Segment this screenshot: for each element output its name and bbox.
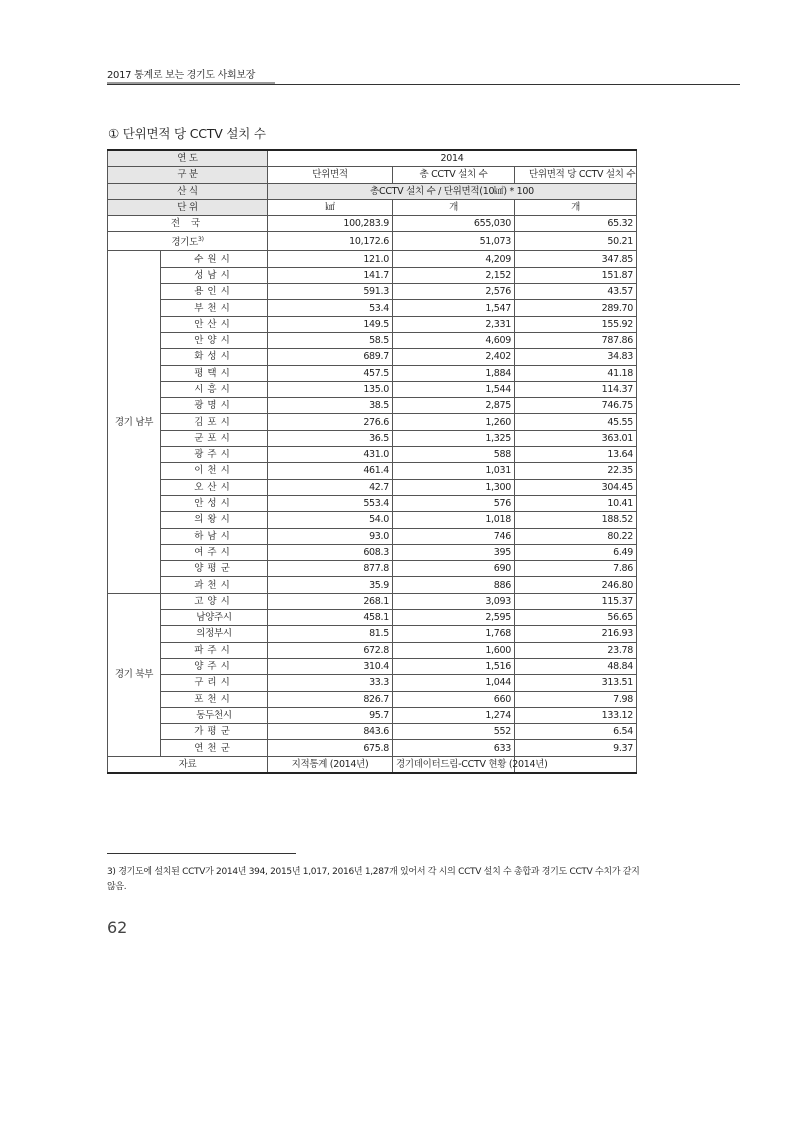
table-row — [108, 495, 637, 511]
city-per-area: 114.37 — [515, 381, 637, 397]
col-header-cctv: 총 CCTV 설치 수 — [393, 167, 515, 183]
table-row — [108, 707, 637, 723]
city-area: 81.5 — [268, 626, 393, 642]
city-cctv: 1,300 — [393, 479, 515, 495]
table-row — [108, 561, 637, 577]
table-row — [108, 691, 637, 707]
city-name: 과천시 — [161, 577, 268, 593]
city-cctv: 2,331 — [393, 316, 515, 332]
city-per-area: 787.86 — [515, 332, 637, 348]
city-area: 826.7 — [268, 691, 393, 707]
national-row — [108, 216, 637, 232]
city-cctv: 1,274 — [393, 707, 515, 723]
city-per-area: 48.84 — [515, 658, 637, 674]
city-per-area: 6.49 — [515, 544, 637, 560]
city-cctv: 2,402 — [393, 349, 515, 365]
city-per-area: 304.45 — [515, 479, 637, 495]
city-per-area: 41.18 — [515, 365, 637, 381]
city-cctv: 576 — [393, 495, 515, 511]
table-row — [108, 577, 637, 593]
city-name: 포천시 — [161, 691, 268, 707]
source-label: 자료 — [108, 756, 268, 773]
city-cctv: 1,544 — [393, 381, 515, 397]
city-name: 평택시 — [161, 365, 268, 381]
city-name: 용인시 — [161, 284, 268, 300]
city-name: 수원시 — [161, 251, 268, 267]
city-name: 안산시 — [161, 316, 268, 332]
city-per-area: 7.98 — [515, 691, 637, 707]
table-row — [108, 610, 637, 626]
city-name: 의정부시 — [161, 626, 268, 642]
city-area: 38.5 — [268, 398, 393, 414]
unit-cctv: 개 — [393, 199, 515, 215]
city-cctv: 4,209 — [393, 251, 515, 267]
city-area: 310.4 — [268, 658, 393, 674]
city-area: 42.7 — [268, 479, 393, 495]
north-group-label: 경기 북부 — [108, 593, 161, 756]
city-per-area: 313.51 — [515, 675, 637, 691]
section-title: ① 단위면적 당 CCTV 설치 수 — [108, 126, 266, 141]
city-per-area: 34.83 — [515, 349, 637, 365]
city-cctv: 1,260 — [393, 414, 515, 430]
city-per-area: 56.65 — [515, 610, 637, 626]
city-area: 135.0 — [268, 381, 393, 397]
city-name: 양주시 — [161, 658, 268, 674]
city-per-area: 133.12 — [515, 707, 637, 723]
city-per-area: 347.85 — [515, 251, 637, 267]
city-per-area: 115.37 — [515, 593, 637, 609]
city-per-area: 9.37 — [515, 740, 637, 756]
city-per-area: 246.80 — [515, 577, 637, 593]
province-area: 10,172.6 — [268, 232, 393, 251]
year-value: 2014 — [268, 150, 637, 167]
col-header-per-area: 단위면적 당 CCTV 설치 수 — [515, 167, 637, 183]
city-name: 연천군 — [161, 740, 268, 756]
city-area: 268.1 — [268, 593, 393, 609]
city-area: 95.7 — [268, 707, 393, 723]
city-name: 군포시 — [161, 430, 268, 446]
city-name: 오산시 — [161, 479, 268, 495]
province-cctv: 51,073 — [393, 232, 515, 251]
city-name: 파주시 — [161, 642, 268, 658]
footnote-rule — [107, 853, 296, 854]
table-row — [108, 740, 637, 756]
unit-per-area: 개 — [515, 199, 637, 215]
table-row — [108, 381, 637, 397]
cctv-table — [107, 149, 637, 774]
source-area: 지적통계 (2014년) — [268, 756, 393, 773]
city-cctv: 746 — [393, 528, 515, 544]
table-row — [108, 463, 637, 479]
table-row — [108, 414, 637, 430]
city-cctv: 1,768 — [393, 626, 515, 642]
city-area: 461.4 — [268, 463, 393, 479]
city-per-area: 23.78 — [515, 642, 637, 658]
city-cctv: 4,609 — [393, 332, 515, 348]
city-cctv: 395 — [393, 544, 515, 560]
city-area: 58.5 — [268, 332, 393, 348]
city-area: 121.0 — [268, 251, 393, 267]
city-cctv: 552 — [393, 724, 515, 740]
category-label: 구 분 — [108, 167, 268, 183]
table-row — [108, 267, 637, 283]
city-per-area: 155.92 — [515, 316, 637, 332]
source-row — [108, 756, 637, 773]
city-per-area: 7.86 — [515, 561, 637, 577]
city-cctv: 1,031 — [393, 463, 515, 479]
table-row — [108, 512, 637, 528]
city-area: 675.8 — [268, 740, 393, 756]
table-row — [108, 544, 637, 560]
national-name: 전 국 — [108, 216, 268, 232]
city-per-area: 216.93 — [515, 626, 637, 642]
city-name: 여주시 — [161, 544, 268, 560]
city-name: 화성시 — [161, 349, 268, 365]
source-cctv: 경기데이터드림-CCTV 현황 (2014년) — [393, 756, 515, 773]
running-header: 2017 통계로 보는 경기도 사회보장 — [107, 70, 256, 81]
city-cctv: 1,516 — [393, 658, 515, 674]
city-area: 843.6 — [268, 724, 393, 740]
city-name: 이천시 — [161, 463, 268, 479]
footnote-ref: 3) — [198, 236, 204, 244]
city-area: 33.3 — [268, 675, 393, 691]
city-area: 141.7 — [268, 267, 393, 283]
col-header-area: 단위면적 — [268, 167, 393, 183]
city-area: 608.3 — [268, 544, 393, 560]
city-area: 689.7 — [268, 349, 393, 365]
year-label: 연 도 — [108, 150, 268, 167]
table-row — [108, 349, 637, 365]
city-cctv: 1,884 — [393, 365, 515, 381]
city-name: 시흥시 — [161, 381, 268, 397]
table-row — [108, 284, 637, 300]
table-row — [108, 675, 637, 691]
table-row — [108, 251, 637, 267]
formula-value: 총CCTV 설치 수 / 단위면적(10㎢) * 100 — [268, 183, 637, 199]
city-name: 가평군 — [161, 724, 268, 740]
unit-area: ㎢ — [268, 199, 393, 215]
city-per-area: 45.55 — [515, 414, 637, 430]
city-name: 김포시 — [161, 414, 268, 430]
city-cctv: 1,044 — [393, 675, 515, 691]
city-area: 458.1 — [268, 610, 393, 626]
city-name: 동두천시 — [161, 707, 268, 723]
city-cctv: 1,325 — [393, 430, 515, 446]
city-cctv: 2,576 — [393, 284, 515, 300]
city-area: 35.9 — [268, 577, 393, 593]
city-area: 431.0 — [268, 447, 393, 463]
city-cctv: 886 — [393, 577, 515, 593]
table-row — [108, 658, 637, 674]
table-row — [108, 398, 637, 414]
table-row — [108, 626, 637, 642]
page-number: 62 — [107, 918, 128, 937]
city-per-area: 10.41 — [515, 495, 637, 511]
city-name: 안성시 — [161, 495, 268, 511]
city-name: 부천시 — [161, 300, 268, 316]
table-row — [108, 332, 637, 348]
national-area: 100,283.9 — [268, 216, 393, 232]
city-name: 구리시 — [161, 675, 268, 691]
city-name: 성남시 — [161, 267, 268, 283]
city-cctv: 1,600 — [393, 642, 515, 658]
city-per-area: 151.87 — [515, 267, 637, 283]
formula-row — [108, 183, 637, 199]
province-name: 경기도$^{3)}$ — [108, 232, 268, 251]
table-row — [108, 316, 637, 332]
table-row — [108, 447, 637, 463]
table-row — [108, 365, 637, 381]
city-area: 149.5 — [268, 316, 393, 332]
city-name: 고양시 — [161, 593, 268, 609]
city-name: 광명시 — [161, 398, 268, 414]
city-cctv: 633 — [393, 740, 515, 756]
city-area: 672.8 — [268, 642, 393, 658]
city-per-area: 80.22 — [515, 528, 637, 544]
city-name: 하남시 — [161, 528, 268, 544]
city-per-area: 6.54 — [515, 724, 637, 740]
city-area: 591.3 — [268, 284, 393, 300]
category-row — [108, 167, 637, 183]
city-per-area: 289.70 — [515, 300, 637, 316]
city-per-area: 43.57 — [515, 284, 637, 300]
year-row — [108, 150, 637, 167]
city-cctv: 2,595 — [393, 610, 515, 626]
city-area: 54.0 — [268, 512, 393, 528]
table-row — [108, 430, 637, 446]
city-cctv: 1,547 — [393, 300, 515, 316]
city-area: 457.5 — [268, 365, 393, 381]
province-row — [108, 232, 637, 251]
national-cctv: 655,030 — [393, 216, 515, 232]
city-cctv: 660 — [393, 691, 515, 707]
city-cctv: 1,018 — [393, 512, 515, 528]
header-rule — [107, 84, 740, 85]
city-area: 877.8 — [268, 561, 393, 577]
city-area: 276.6 — [268, 414, 393, 430]
city-cctv: 2,875 — [393, 398, 515, 414]
city-area: 93.0 — [268, 528, 393, 544]
city-area: 36.5 — [268, 430, 393, 446]
city-area: 53.4 — [268, 300, 393, 316]
table-row — [108, 593, 637, 609]
city-per-area: 13.64 — [515, 447, 637, 463]
south-group-label: 경기 남부 — [108, 251, 161, 593]
city-name: 의왕시 — [161, 512, 268, 528]
city-per-area: 363.01 — [515, 430, 637, 446]
city-name: 안양시 — [161, 332, 268, 348]
table-row — [108, 528, 637, 544]
table-row — [108, 479, 637, 495]
unit-row — [108, 199, 637, 215]
city-name: 광주시 — [161, 447, 268, 463]
city-name: 양평군 — [161, 561, 268, 577]
city-name: 남양주시 — [161, 610, 268, 626]
national-per-area: 65.32 — [515, 216, 637, 232]
table-row — [108, 724, 637, 740]
city-cctv: 2,152 — [393, 267, 515, 283]
city-area: 553.4 — [268, 495, 393, 511]
city-cctv: 690 — [393, 561, 515, 577]
city-cctv: 588 — [393, 447, 515, 463]
unit-label: 단 위 — [108, 199, 268, 215]
city-per-area: 188.52 — [515, 512, 637, 528]
table-row — [108, 642, 637, 658]
city-per-area: 22.35 — [515, 463, 637, 479]
city-cctv: 3,093 — [393, 593, 515, 609]
table-row — [108, 300, 637, 316]
formula-label: 산 식 — [108, 183, 268, 199]
footnote: 3) 경기도에 설치된 CCTV가 2014년 394, 2015년 1,017, 2016년 1,287개 있어서 각 시의 CCTV 설치 수 총합과 경기도 CCTV 수치가 같지 않음. — [107, 867, 640, 892]
city-per-area: 746.75 — [515, 398, 637, 414]
province-per-area: 50.21 — [515, 232, 637, 251]
